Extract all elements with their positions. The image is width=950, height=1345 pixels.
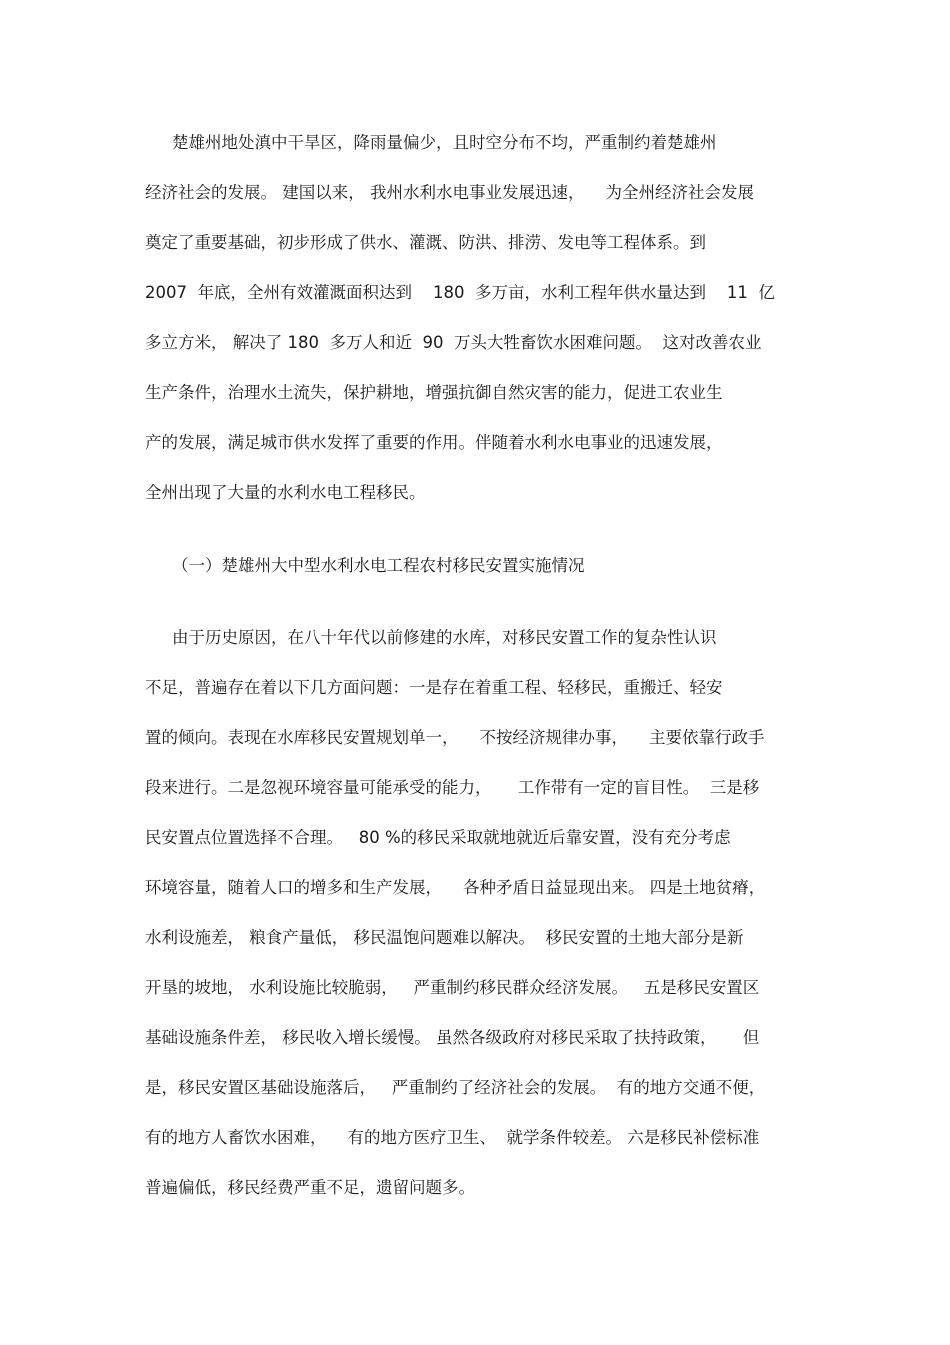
paragraph-2-line-2: 不足，普遍存在着以下几方面问题：一是存在着重工程、轻移民，重搬迁、轻安	[145, 678, 723, 697]
paragraph-2-line-1: 由于历史原因，在八十年代以前修建的水库，对移民安置工作的复杂性认识	[172, 628, 717, 647]
paragraph-2-line-5: 民安置点位置选择不合理。 80 %的移民采取就地就近后靠安置，没有充分考虑	[145, 828, 731, 847]
paragraph-2-line-4: 段来进行。二是忽视环境容量可能承受的能力， 工作带有一定的盲目性。 三是移	[145, 778, 760, 797]
paragraph-1-line-3: 奠定了重要基础，初步形成了供水、灌溉、防洪、排涝、发电等工程体系。到	[145, 233, 706, 252]
paragraph-2-line-7: 水利设施差， 粮食产量低， 移民温饱问题难以解决。 移民安置的土地大部分是新	[145, 928, 744, 947]
paragraph-2-line-8: 开垦的坡地， 水利设施比较脆弱， 严重制约移民群众经济发展。 五是移民安置区	[145, 978, 760, 997]
paragraph-2-line-3: 置的倾向。表现在水库移民安置规划单一， 不按经济规律办事， 主要依靠行政手	[145, 728, 765, 747]
paragraph-2-line-6: 环境容量，随着人口的增多和生产发展， 各种矛盾日益显现出来。 四是土地贫瘠，	[145, 878, 766, 897]
paragraph-1-line-2: 经济社会的发展。 建国以来， 我州水利水电事业发展迅速， 为全州经济社会发展	[145, 183, 754, 202]
paragraph-1-line-4: 2007 年底，全州有效灌溉面积达到 180 多万亩，水利工程年供水量达到 11 亿	[145, 283, 775, 302]
paragraph-2-line-9: 基础设施条件差， 移民收入增长缓慢。 虽然各级政府对移民采取了扶持政策， 但	[145, 1028, 760, 1047]
paragraph-1-line-6: 生产条件，治理水土流失，保护耕地，增强抗御自然灾害的能力，促进工农业生	[145, 383, 723, 402]
paragraph-1-line-7: 产的发展，满足城市供水发挥了重要的作用。伴随着水利水电事业的迅速发展，	[145, 433, 723, 452]
paragraph-2-line-10: 是，移民安置区基础设施落后， 严重制约了经济社会的发展。 有的地方交通不便，	[145, 1078, 766, 1097]
paragraph-2-line-12: 普遍偏低，移民经费严重不足，遗留问题多。	[145, 1178, 475, 1197]
paragraph-1-line-1: 楚雄州地处滇中干旱区，降雨量偏少，且时空分布不均，严重制约着楚雄州	[172, 133, 717, 152]
paragraph-1-line-5: 多立方米， 解决了 180 多万人和近 90 万头大牲畜饮水困难问题。 这对改善农业	[145, 333, 762, 352]
paragraph-1-line-8: 全州出现了大量的水利水电工程移民。	[145, 483, 426, 502]
paragraph-2-line-11: 有的地方人畜饮水困难， 有的地方医疗卫生、 就学条件较差。 六是移民补偿标准	[145, 1128, 760, 1147]
section-heading: （一）楚雄州大中型水利水电工程农村移民安置实施情况	[172, 556, 585, 575]
